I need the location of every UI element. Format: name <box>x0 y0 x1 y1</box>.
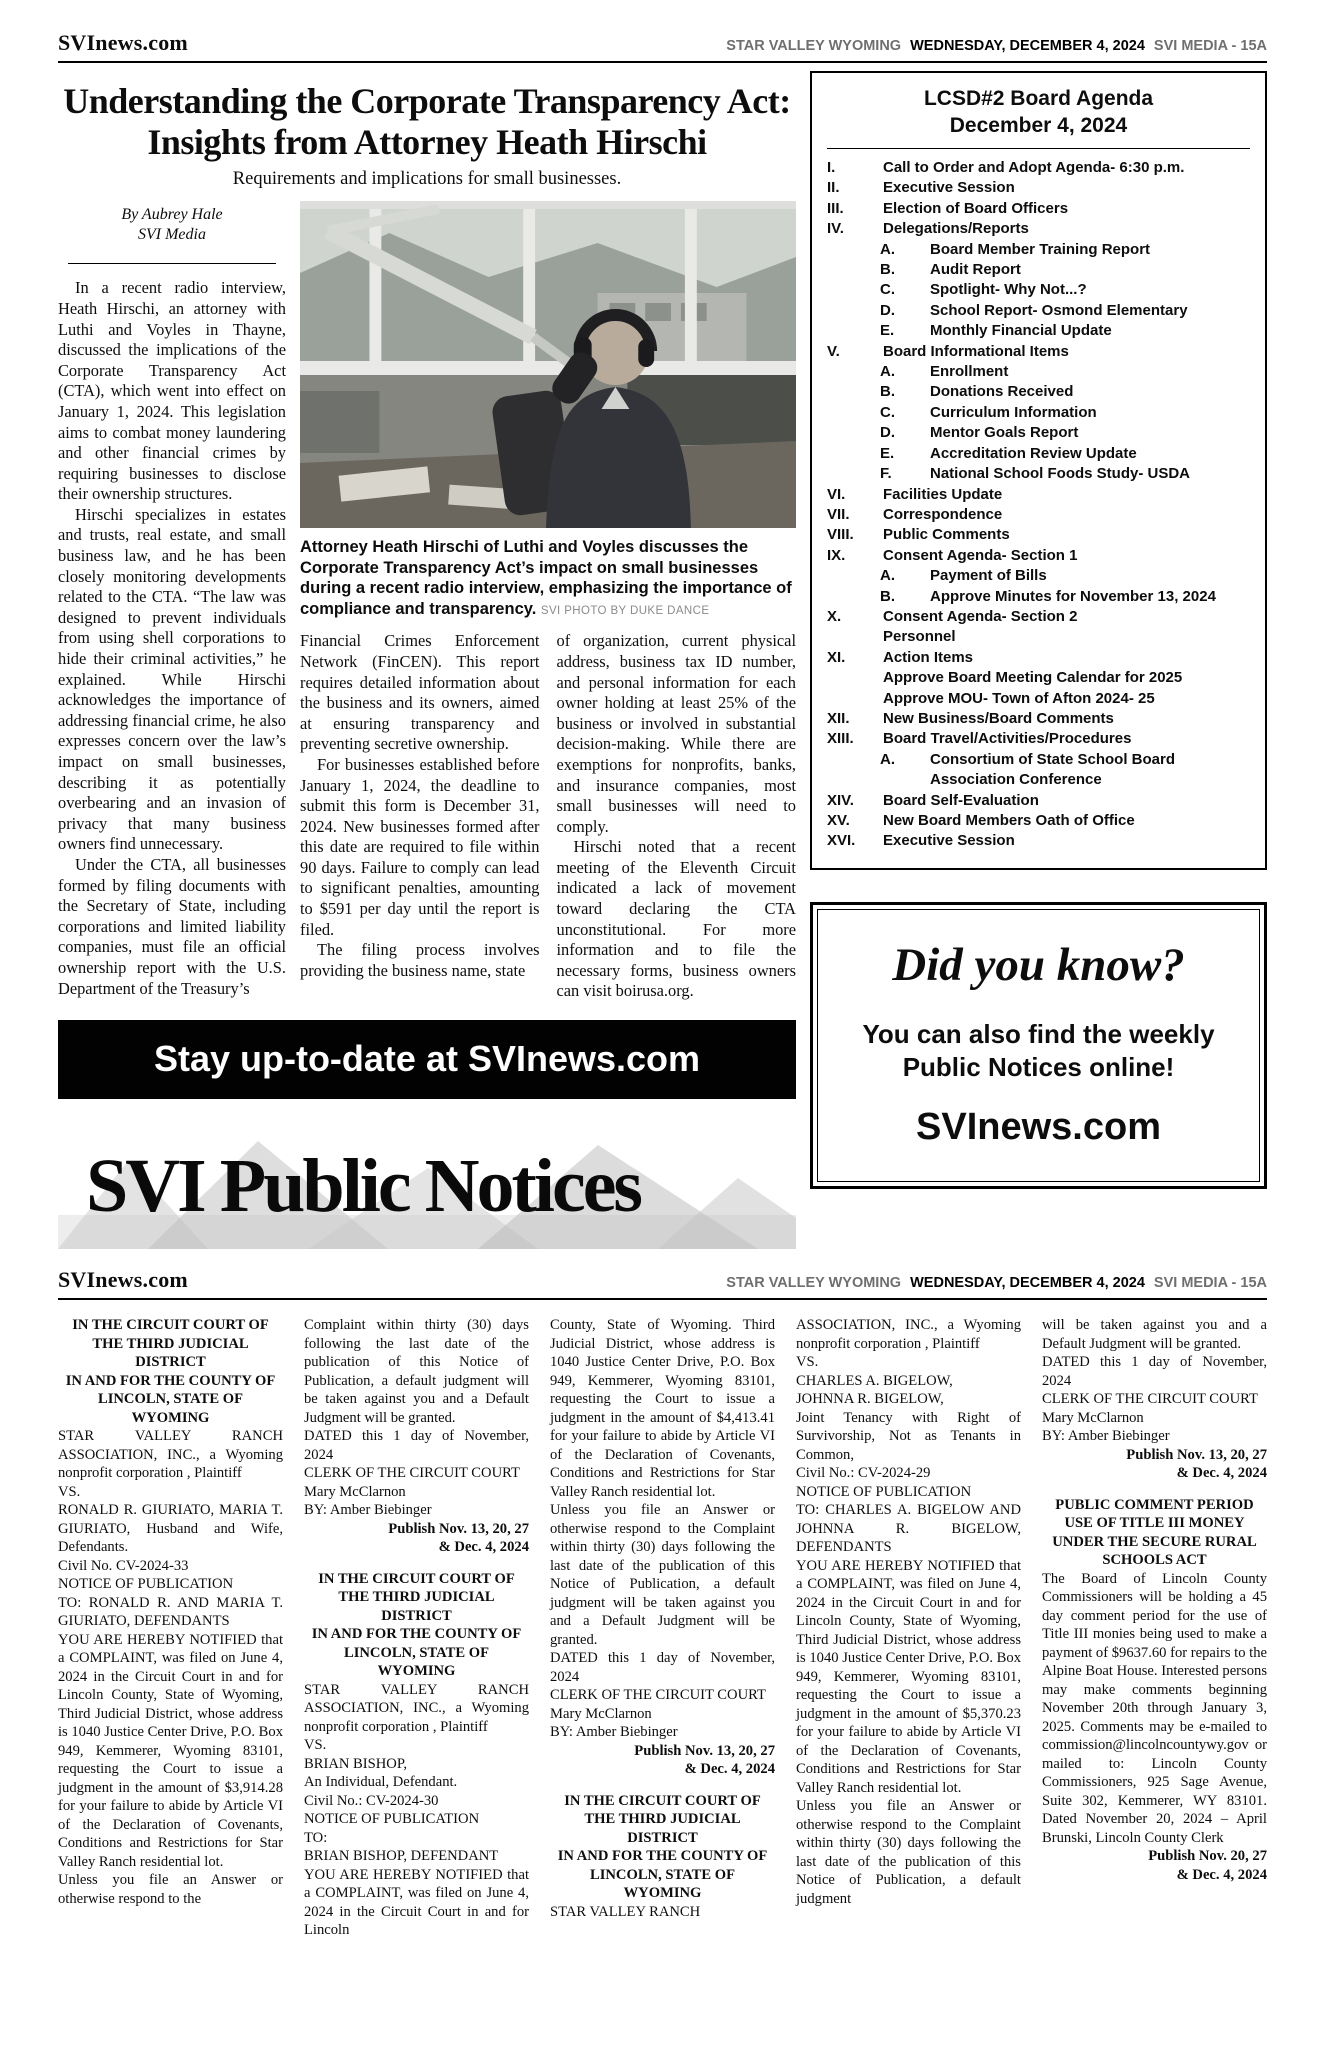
article-paragraph: Hirschi noted that a recent meeting of the Eleventh Circuit indicated a lack of movement toward declaring the CTA unconstitutional. For more information and to file the necessary forms, business owners can visit boirusa.org. <box>556 837 796 1001</box>
agenda-row-text: Call to Order and Adopt Agenda- 6:30 p.m. <box>883 159 1185 176</box>
agenda-row <box>827 240 1250 260</box>
stay-up-to-date-banner: Stay up-to-date at SVInews.com <box>58 1020 796 1099</box>
article-paragraph: The filing process involves providing the business name, state <box>300 940 540 980</box>
public-notices <box>58 1316 1267 1940</box>
agenda-rule <box>827 148 1250 149</box>
agenda-list <box>827 158 1250 852</box>
agenda-row-text: Board Self-Evaluation <box>883 791 1039 809</box>
notice-block: & Dec. 4, 2024 <box>1176 1866 1267 1883</box>
public-notices-section-head <box>58 1123 796 1249</box>
notice-block: VS. <box>796 1354 819 1371</box>
agenda-row-numeral: D. <box>880 424 895 442</box>
notice-block: Unless you file an Answer or otherwise respond to the <box>58 1872 283 1907</box>
notice-block <box>550 1779 775 1792</box>
agenda-row-numeral: C. <box>880 281 895 299</box>
agenda-row-numeral: IX. <box>827 546 846 564</box>
notice-block: Mary McClarnon <box>1042 1409 1144 1426</box>
agenda-row-text: Approve MOU- Town of Afton 2024- 25 <box>883 689 1155 707</box>
agenda-row-text: Audit Report <box>930 261 1021 279</box>
article-column-1 <box>58 278 286 999</box>
agenda-row-numeral: XI. <box>827 648 846 666</box>
masthead-edition: SVI MEDIA - 15A <box>1153 38 1267 54</box>
didyouknow-site: SVInews.com <box>916 1105 1161 1148</box>
agenda-row-numeral: IV. <box>827 220 844 238</box>
article-photo <box>300 201 796 528</box>
agenda-row-text: Mentor Goals Report <box>930 424 1079 442</box>
agenda-row-text: Election of Board Officers <box>883 199 1069 217</box>
notice-block: DATED this 1 day of November, 2024 <box>1042 1354 1267 1389</box>
agenda-row-text: National School Foods Study- USDA <box>930 465 1191 483</box>
agenda-row-numeral: A. <box>880 363 895 381</box>
article-lower-columns <box>300 631 796 1002</box>
agenda-row <box>827 546 1250 566</box>
masthead-site: SVInews.com <box>58 1267 188 1293</box>
notice-block: TO: RONALD R. AND MARIA T. GIURIATO, DEFENDANTS <box>58 1594 283 1630</box>
agenda-row-text: Facilities Update <box>883 485 1003 503</box>
notice-block: ASSOCIATION, INC., a Wyoming nonprofit corporation , Plaintiff <box>796 1317 1021 1352</box>
agenda-row-text: School Report- Osmond Elementary <box>930 301 1188 319</box>
notice-block: The Board of Lincoln County Commissioners will be holding a 45 day comment period for the use of Title III monies being used to make a payment of $9637.60 for repairs to the Alpine Boat House. Interested persons may make comments beginning November 20th through January 3, 2025. Comments may be e-mailed to commission@lincolncountywy.gov or mailed to: Lincoln County Commissioners, 925 Sage Avenue, Suite 302, Kemmerer, WY 83101. Dated November 20, 2024 – April Brunski, Lincoln County Clerk <box>1042 1570 1267 1846</box>
agenda-row-numeral: B. <box>880 587 895 605</box>
agenda-row <box>827 587 1250 607</box>
agenda-row-numeral: VIII. <box>827 526 854 544</box>
agenda-row-text: Spotlight- Why Not...? <box>930 281 1087 299</box>
agenda-row-numeral: E. <box>880 322 895 340</box>
notice-block: will be taken against you and a Default Judgment will be granted. <box>1042 1317 1267 1352</box>
agenda-row-text: Executive Session <box>883 179 1015 197</box>
notice-block: NOTICE OF PUBLICATION <box>796 1483 972 1500</box>
agenda-row-numeral: VI. <box>827 485 846 503</box>
agenda-row <box>827 321 1250 341</box>
article-right-region <box>300 201 796 1002</box>
masthead-site: SVInews.com <box>58 30 188 55</box>
article-paragraph: Hirschi specializes in estates and trusts, real estate, and small business law, and he has been closely monitoring developments related to the CTA. “The law was designed to prevent individuals from using shell corporations to hide their criminal activities,” he explained. While Hirschi acknowledges the importance of addressing financial crime, he also expresses concern over the law’s impact on small businesses, describing it as potentially overbearing and an invasion of privacy that many business owners find unnecessary. <box>58 504 286 854</box>
notice-column-3 <box>550 1316 775 1940</box>
notice-block: IN THE CIRCUIT COURT OF THE THIRD JUDICIAL DISTRICT <box>318 1570 515 1624</box>
article-paragraph: of organization, current physical address, business tax ID number, and personal information for each owner holding at least 25% of the business or involved in substantial decision-making. While there are exemptions for nonprofits, banks, and insurance companies, most small businesses will need to comply. <box>556 631 796 836</box>
agenda-row-numeral <box>827 627 883 647</box>
agenda-row <box>827 566 1250 586</box>
agenda-date: December 4, 2024 <box>949 114 1128 137</box>
agenda-row <box>827 158 1250 178</box>
agenda-row <box>827 525 1250 545</box>
byline-org: SVI Media <box>138 226 206 244</box>
notice-block: STAR VALLEY RANCH ASSOCIATION, INC., a Wyoming nonprofit corporation , Plaintiff <box>58 1428 283 1482</box>
agenda-row-text: Personnel <box>883 628 956 646</box>
notice-column-2 <box>304 1316 529 1940</box>
notice-block: & Dec. 4, 2024 <box>438 1539 529 1556</box>
agenda-row-text: Board Travel/Activities/Procedures <box>883 730 1132 748</box>
notice-block: Unless you file an Answer or otherwise respond to the Complaint within thirty (30) days following the last date of the publication of this Notice of Publication, a default judgment will be taken against you and a Default Judgment will be granted. <box>550 1502 775 1648</box>
article-paragraph: Financial Crimes Enforcement Network (FinCEN). This report requires detailed information about the business and its owners, aimed at ensuring transparency and preventing secretive ownership. <box>300 631 540 754</box>
notice-block: VS. <box>304 1737 327 1754</box>
notice-block: NOTICE OF PUBLICATION <box>304 1811 480 1828</box>
article-paragraph: Under the CTA, all businesses formed by filing documents with the Secretary of State, including corporations and limited liability companies, must file an official ownership report with the U.S. Department of the Treasury’s <box>58 854 286 998</box>
agenda-row <box>827 260 1250 280</box>
notice-block: Civil No. CV-2024-33 <box>58 1557 189 1574</box>
notice-block: Civil No.: CV-2024-29 <box>796 1465 931 1482</box>
agenda-row-text: Approve Minutes for November 13, 2024 <box>930 587 1216 605</box>
agenda-row-numeral: F. <box>880 465 892 483</box>
notice-block: IN THE CIRCUIT COURT OF THE THIRD JUDICIAL DISTRICT <box>564 1792 761 1846</box>
agenda-row <box>827 342 1250 362</box>
agenda-row-text: Consent Agenda- Section 1 <box>883 546 1078 564</box>
agenda-row-text: Executive Session <box>883 832 1015 850</box>
notice-block: YOU ARE HEREBY NOTIFIED that a COMPLAINT, was filed on June 4, 2024 in the Circuit Court in and for Lincoln County, State of Wyoming, Third Judicial District, whose address is 1040 Justice Center Drive, P.O. Box 949, Kemmerer, Wyoming 83101, requesting the Court to issue a judgment in the amount of $5,370.23 for your failure to abide by Article VI of the Declaration of Covenants, Conditions and Restrictions for Star Valley Ranch residential lot. <box>796 1557 1021 1796</box>
agenda-row-text: Correspondence <box>883 505 1003 523</box>
notice-block: BRIAN BISHOP, DEFENDANT <box>304 1848 499 1865</box>
agenda-row <box>827 485 1250 505</box>
masthead-notices <box>58 1267 1267 1293</box>
agenda-row-text: Board Member Training Report <box>930 240 1151 258</box>
notice-block: BRIAN BISHOP, <box>304 1755 407 1772</box>
notice-block: NOTICE OF PUBLICATION <box>58 1576 234 1593</box>
article-column-3 <box>557 631 797 1002</box>
agenda-row <box>827 301 1250 321</box>
notice-block: BY: Amber Biebinger <box>304 1502 432 1519</box>
agenda-row-text: Board Informational Items <box>883 342 1069 360</box>
notice-block: IN THE CIRCUIT COURT OF THE THIRD JUDICIAL DISTRICT <box>72 1317 269 1371</box>
article-column-2 <box>300 631 540 1002</box>
agenda-row-numeral: A. <box>880 750 895 768</box>
agenda-row <box>827 362 1250 382</box>
agenda-row <box>827 791 1250 811</box>
notice-block: Publish Nov. 13, 20, 27 <box>1126 1446 1267 1463</box>
agenda-row <box>827 423 1250 443</box>
agenda-row <box>827 648 1250 668</box>
notice-block: IN AND FOR THE COUNTY OF LINCOLN, STATE OF WYOMING <box>311 1626 522 1680</box>
notice-block: BY: Amber Biebinger <box>1042 1428 1170 1445</box>
feature-article <box>58 81 796 1002</box>
notice-block: Joint Tenancy with Right of Survivorship, Not as Tenants in Common, <box>796 1409 1021 1463</box>
masthead-region: STAR VALLEY WYOMING <box>726 1275 902 1292</box>
agenda-row-text: Public Comments <box>883 526 1010 544</box>
notice-block: Civil No.: CV-2024-30 <box>304 1792 439 1809</box>
masthead-region: STAR VALLEY WYOMING <box>726 38 902 54</box>
agenda-row-numeral: I. <box>827 159 836 176</box>
caption-text: Attorney Heath Hirschi of Luthi and Voyles discusses the Corporate Transparency Act’s impact on small businesses during a recent radio interview, emphasizing the importance of compliance and transparency. <box>300 538 792 618</box>
agenda-row <box>827 505 1250 525</box>
masthead-dateline <box>721 38 1267 54</box>
notice-block: PUBLIC COMMENT PERIOD USE OF TITLE III MONEY UNDER THE SECURE RURAL SCHOOLS ACT <box>1052 1496 1257 1569</box>
article-left-column <box>58 201 286 1002</box>
agenda-row-text: Curriculum Information <box>930 403 1097 421</box>
notice-block: & Dec. 4, 2024 <box>684 1761 775 1778</box>
didyouknow-text: You can also find the weekly Public Notices online! <box>862 1018 1215 1082</box>
agenda-row-numeral <box>827 668 883 688</box>
notice-block: An Individual, Defendant. <box>304 1774 458 1791</box>
notice-block: STAR VALLEY RANCH ASSOCIATION, INC., a Wyoming nonprofit corporation , Plaintiff <box>304 1681 529 1735</box>
article-paragraph: In a recent radio interview, Heath Hirschi, an attorney with Luthi and Voyles in Thayne, discussed the implications of the Corporate Transparency Act (CTA), which went into effect on January 1, 2024. This legislation aims to combat money laundering and other financial crimes by requiring businesses to disclose their ownership structures. <box>58 278 286 504</box>
notice-block: & Dec. 4, 2024 <box>1176 1465 1267 1482</box>
photo-caption <box>300 537 796 619</box>
notice-block: DATED this 1 day of November, 2024 <box>304 1428 529 1463</box>
agenda-row-numeral: XV. <box>827 812 850 829</box>
agenda-row-numeral: III. <box>827 199 844 217</box>
notice-block: Publish Nov. 13, 20, 27 <box>634 1742 775 1759</box>
agenda-row-numeral: A. <box>880 567 895 585</box>
byline-rule <box>68 263 276 264</box>
agenda-row <box>827 464 1250 484</box>
masthead-edition: SVI MEDIA - 15A <box>1153 1275 1267 1292</box>
article-paragraph: For businesses established before January 1, 2024, the deadline to submit this form is December 31, 2024. New businesses formed after this date are required to file within 90 days. Failure to comply can lead to significant penalties, amounting to $591 per day until the report is filed. <box>300 754 540 939</box>
notice-column-1 <box>58 1316 283 1940</box>
agenda-row <box>827 280 1250 300</box>
agenda-row-numeral: XVI. <box>827 832 856 850</box>
agenda-row-numeral: B. <box>880 261 895 279</box>
section-title: SVI Public Notices <box>86 1144 640 1229</box>
agenda-row-text: Action Items <box>883 648 974 666</box>
agenda-row-numeral: XIV. <box>827 791 854 809</box>
left-column <box>58 71 796 1249</box>
agenda-row-text: Donations Received <box>930 383 1074 401</box>
agenda-row-numeral: XIII. <box>827 730 854 748</box>
notice-block: BY: Amber Biebinger <box>550 1724 678 1741</box>
agenda-row-numeral: V. <box>827 342 840 360</box>
agenda-row-text: Consent Agenda- Section 2 <box>883 607 1078 625</box>
notice-column-4 <box>796 1316 1021 1940</box>
notice-block: CLERK OF THE CIRCUIT COURT <box>1042 1391 1258 1408</box>
agenda-row <box>827 444 1250 464</box>
notice-block: RONALD R. GIURIATO, MARIA T. GIURIATO, Husband and Wife, Defendants. <box>58 1502 283 1556</box>
masthead-date: WEDNESDAY, DECEMBER 4, 2024 <box>910 38 1145 54</box>
masthead-top <box>58 30 1267 56</box>
agenda-row-text: New Board Members Oath of Office <box>883 812 1135 829</box>
agenda-row-numeral: E. <box>880 444 895 462</box>
notice-block: TO: <box>304 1829 328 1846</box>
didyouknow-inner <box>817 909 1260 1182</box>
agenda-row-text: Accreditation Review Update <box>930 444 1137 462</box>
agenda-row <box>827 729 1250 749</box>
caption-credit: SVI PHOTO BY DUKE DANCE <box>540 604 710 617</box>
agenda-row-text: Approve Board Meeting Calendar for 2025 <box>883 669 1183 687</box>
notice-block: VS. <box>58 1483 81 1500</box>
sidebar <box>810 71 1267 1249</box>
agenda-row-text: Delegations/Reports <box>883 220 1029 238</box>
agenda-row <box>827 627 1250 647</box>
agenda-row-numeral: VII. <box>827 505 850 523</box>
notice-block: Mary McClarnon <box>550 1705 652 1722</box>
agenda-row-text: Payment of Bills <box>930 567 1047 585</box>
notice-block: STAR VALLEY RANCH <box>550 1903 701 1920</box>
agenda-row <box>827 199 1250 219</box>
notice-block: IN AND FOR THE COUNTY OF LINCOLN, STATE OF WYOMING <box>65 1372 276 1426</box>
byline <box>58 205 286 245</box>
notice-block: IN AND FOR THE COUNTY OF LINCOLN, STATE OF WYOMING <box>557 1848 768 1902</box>
agenda-row <box>827 811 1250 831</box>
didyouknow-title: Did you know? <box>892 938 1185 991</box>
didyouknow-box <box>810 902 1267 1189</box>
agenda-title: LCSD#2 Board Agenda <box>923 87 1154 110</box>
agenda-row <box>827 219 1250 239</box>
notice-block: TO: CHARLES A. BIGELOW AND JOHNNA R. BIGELOW, DEFENDANTS <box>796 1502 1021 1556</box>
agenda-row <box>827 831 1250 851</box>
notice-block <box>304 1557 529 1570</box>
agenda-row <box>827 403 1250 423</box>
article-subtitle: Requirements and implications for small businesses. <box>232 169 622 190</box>
notice-block: Complaint within thirty (30) days following the last date of the publication of this Notice of Publication, a default judgment will be taken against you and a Default Judgment will be granted. <box>304 1317 529 1426</box>
notice-block: CLERK OF THE CIRCUIT COURT <box>550 1687 766 1704</box>
notice-block <box>1042 1483 1267 1496</box>
agenda-row <box>827 709 1250 729</box>
notice-block: JOHNNA R. BIGELOW, <box>796 1391 944 1408</box>
masthead-rule <box>58 1298 1267 1300</box>
notice-block: Publish Nov. 13, 20, 27 <box>388 1520 529 1537</box>
notice-block: YOU ARE HEREBY NOTIFIED that a COMPLAINT, was filed on June 4, 2024 in the Circuit Court in and for Lincoln County, State of Wyoming, Third Judicial District, whose address is 1040 Justice Center Drive, P.O. Box 949, Kemmerer, Wyoming 83101, requesting the Court to issue a judgment in the amount of $3,914.28 for your failure to abide by Article VI of the Declaration of Covenants, Conditions and Restrictions for Star Valley Ranch residential lot. <box>58 1631 283 1870</box>
agenda-row <box>827 607 1250 627</box>
masthead-rule <box>58 61 1267 63</box>
masthead-date: WEDNESDAY, DECEMBER 4, 2024 <box>910 1275 1145 1292</box>
notice-block: DATED this 1 day of November, 2024 <box>550 1650 775 1685</box>
agenda-row-text: New Business/Board Comments <box>883 709 1114 727</box>
agenda-row-numeral: C. <box>880 403 895 421</box>
main-content-row <box>58 71 1267 1249</box>
agenda-box <box>810 71 1267 870</box>
agenda-row <box>827 178 1250 198</box>
article-body <box>58 201 796 1002</box>
agenda-row-text: Enrollment <box>930 363 1009 381</box>
agenda-row-numeral: II. <box>827 179 840 197</box>
agenda-row-numeral: XII. <box>827 709 850 727</box>
agenda-row-numeral <box>827 689 883 709</box>
notice-block: YOU ARE HEREBY NOTIFIED that a COMPLAINT, was filed on June 4, 2024 in the Circuit Court in and for Lincoln <box>304 1866 529 1939</box>
agenda-row <box>827 382 1250 402</box>
byline-name: By Aubrey Hale <box>121 206 223 224</box>
notice-block: CHARLES A. BIGELOW, <box>796 1372 953 1389</box>
notice-column-5 <box>1042 1316 1267 1940</box>
agenda-row <box>827 668 1250 688</box>
notice-block: Unless you file an Answer or otherwise respond to the Complaint within thirty (30) days following the last date of the publication of this Notice of Publication, a default judgment <box>796 1798 1021 1907</box>
agenda-row-numeral: D. <box>880 301 895 319</box>
agenda-row <box>827 689 1250 709</box>
agenda-row-numeral: A. <box>880 240 895 258</box>
masthead-dateline <box>721 1275 1267 1291</box>
agenda-row-text: Monthly Financial Update <box>930 322 1112 340</box>
agenda-row <box>827 750 1250 791</box>
notice-block: Publish Nov. 20, 27 <box>1148 1848 1267 1865</box>
agenda-row-numeral: X. <box>827 607 842 625</box>
agenda-row-text: Consortium of State School Board Association Conference <box>930 750 1176 789</box>
notice-block: County, State of Wyoming. Third Judicial District, whose address is 1040 Justice Center Drive, P.O. Box 949, Kemmerer, Wyoming 83101, requesting the Court to issue a judgment in the amount of $4,413.41 for your failure to abide by Article VI of the Declaration of Covenants, Conditions and Restrictions for Star Valley Ranch residential lot. <box>550 1317 775 1500</box>
notice-block: CLERK OF THE CIRCUIT COURT <box>304 1465 520 1482</box>
article-headline: Understanding the Corporate Transparency Act: Insights from Attorney Heath Hirschi <box>63 81 791 162</box>
agenda-row-numeral: B. <box>880 383 895 401</box>
notice-block: Mary McClarnon <box>304 1483 406 1500</box>
